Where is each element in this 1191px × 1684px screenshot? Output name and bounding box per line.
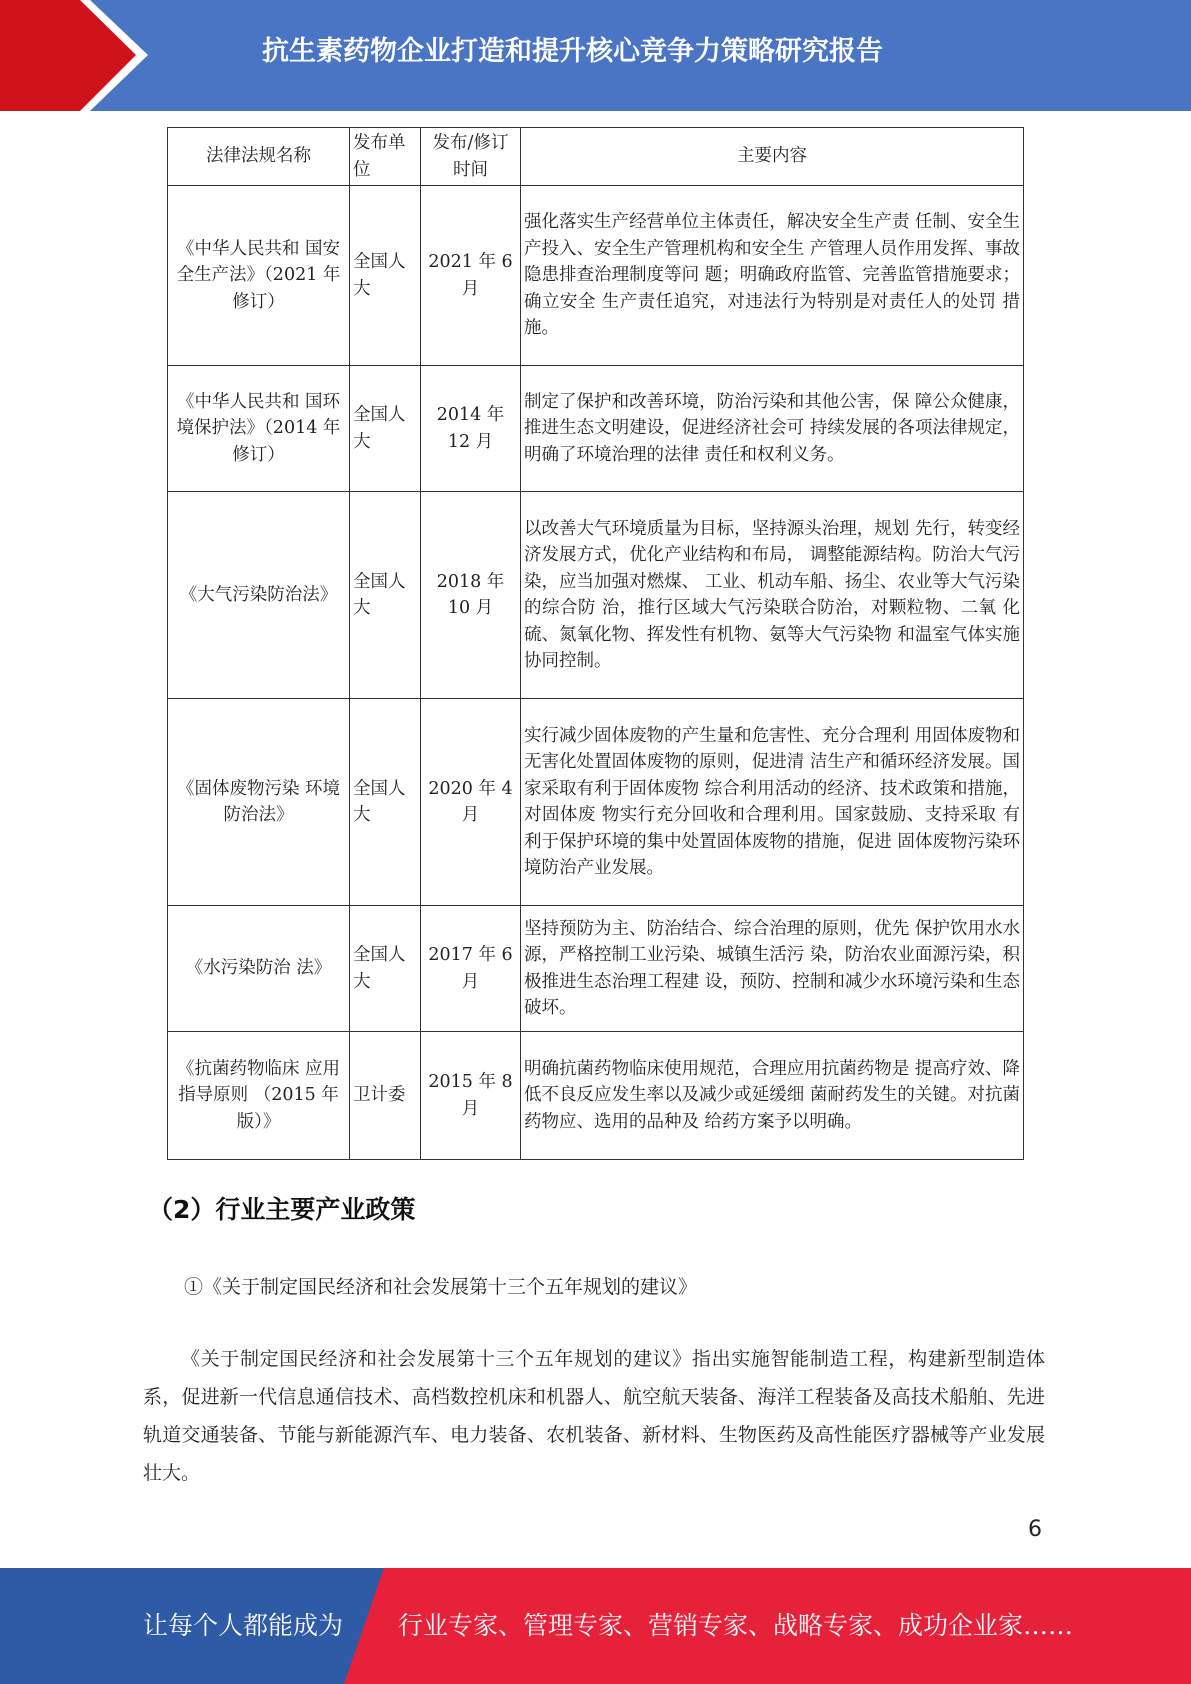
- date-cell: 2021 年 6 月: [421, 186, 521, 366]
- footer-slogan-left: 让每个人都能成为: [143, 1611, 344, 1640]
- content-cell: 明确抗菌药物临床使用规范，合理应用抗菌药物是 提高疗效、降低不良反应发生率以及减少或延缓细 菌耐药发生的关键。对抗菌药物应、选用的品种及 给药方案予以明确。: [521, 1032, 1024, 1160]
- content-cell: 以改善大气环境质量为目标，坚持源头治理，规划 先行，转变经济发展方式，优化产业结构和布局， 调整能源结构。防治大气污染，应当加强对燃煤、 工业、机动车船、扬尘、农业等大气污染的综合防 治，推行区域大气污染联合防治，对颗粒物、二氧 化硫、氮氧化物、挥发性有机物、氨等大气污染物 和温室气体实施协同控制。: [521, 492, 1024, 699]
- law-name-cell: 《固体废物污染 环境防治法》: [168, 699, 350, 906]
- date-cell: 2020 年 4 月: [421, 699, 521, 906]
- law-name-cell: 《大气污染防治法》: [168, 492, 350, 699]
- table-row: [168, 1032, 1024, 1160]
- content-cell: 制定了保护和改善环境，防治污染和其他公害，保 障公众健康，推进生态文明建设，促进经济社会可 持续发展的各项法律规定，明确了环境治理的法律 责任和权利义务。: [521, 366, 1024, 492]
- footer-slogan-right: 行业专家、管理专家、营销专家、战略专家、成功企业家……: [398, 1611, 1074, 1640]
- date-cell: 2014 年 12 月: [421, 366, 521, 492]
- table-row: [168, 492, 1024, 699]
- publisher-cell: 全国人大: [350, 699, 421, 906]
- header-publisher: 发布单位: [350, 128, 421, 186]
- content-cell: 实行减少固体废物的产生量和危害性、充分合理利 用固体废物和无害化处置固体废物的原则，促进清 洁生产和循环经济发展。国家采取有利于固体废物 综合利用活动的经济、技术政策和措施，对固体废 物实行充分回收和合理利用。国家鼓励、支持采取 有利于保护环境的集中处置固体废物的措施，促进 固体废物污染环境防治产业发展。: [521, 699, 1024, 906]
- page-header: [0, 0, 1191, 111]
- table-row: [168, 699, 1024, 906]
- law-name-cell: 《抗菌药物临床 应用指导原则 （2015 年版）》: [168, 1032, 350, 1160]
- law-name-cell: 《中华人民共和 国环境保护法》（2014 年修订）: [168, 366, 350, 492]
- publisher-cell: 全国人大: [350, 186, 421, 366]
- policy-paragraph: 《关于制定国民经济和社会发展第十三个五年规划的建议》指出实施智能制造工程，构建新型制造体系，促进新一代信息通信技术、高档数控机床和机器人、航空航天装备、海洋工程装备及高技术船舶、先进轨道交通装备、节能与新能源汽车、电力装备、农机装备、新材料、生物医药及高性能医疗器械等产业发展壮大。: [143, 1348, 1045, 1484]
- publisher-cell: 卫计委: [350, 1032, 421, 1160]
- header-date: 发布/修订时间: [421, 128, 521, 186]
- law-name-cell: 《水污染防治 法》: [168, 906, 350, 1032]
- regulations-table: [167, 127, 1024, 1160]
- content-cell: 坚持预防为主、防治结合、综合治理的原则，优先 保护饮用水水源，严格控制工业污染、城镇生活污 染，防治农业面源污染，积极推进生态治理工程建 设，预防、控制和减少水环境污染和生态破坏。: [521, 906, 1024, 1032]
- date-cell: 2017 年 6 月: [421, 906, 521, 1032]
- section-heading: （2）行业主要产业政策: [148, 1195, 416, 1224]
- table-row: [168, 906, 1024, 1032]
- publisher-cell: 全国人大: [350, 366, 421, 492]
- table-row: [168, 186, 1024, 366]
- publisher-cell: 全国人大: [350, 906, 421, 1032]
- policy-subheading: ①《关于制定国民经济和社会发展第十三个五年规划的建议》: [184, 1276, 698, 1298]
- law-name-cell: 《中华人民共和 国安全生产法》（2021 年修订）: [168, 186, 350, 366]
- table-row: [168, 366, 1024, 492]
- date-cell: 2015 年 8 月: [421, 1032, 521, 1160]
- page-footer: [0, 1568, 1191, 1684]
- table-header-row: [168, 128, 1024, 186]
- page-number: 6: [1028, 1517, 1042, 1542]
- date-cell: 2018 年 10 月: [421, 492, 521, 699]
- header-law-name: 法律法规名称: [168, 128, 350, 186]
- publisher-cell: 全国人大: [350, 492, 421, 699]
- header-content: 主要内容: [521, 128, 1024, 186]
- content-cell: 强化落实生产经营单位主体责任，解决安全生产责 任制、安全生产投入、安全生产管理机构和安全生 产管理人员作用发挥、事故隐患排查治理制度等问 题；明确政府监管、完善监管措施要求；确立安全 生产责任追究，对违法行为特别是对责任人的处罚 措施。: [521, 186, 1024, 366]
- report-title: 抗生素药物企业打造和提升核心竞争力策略研究报告: [262, 36, 883, 67]
